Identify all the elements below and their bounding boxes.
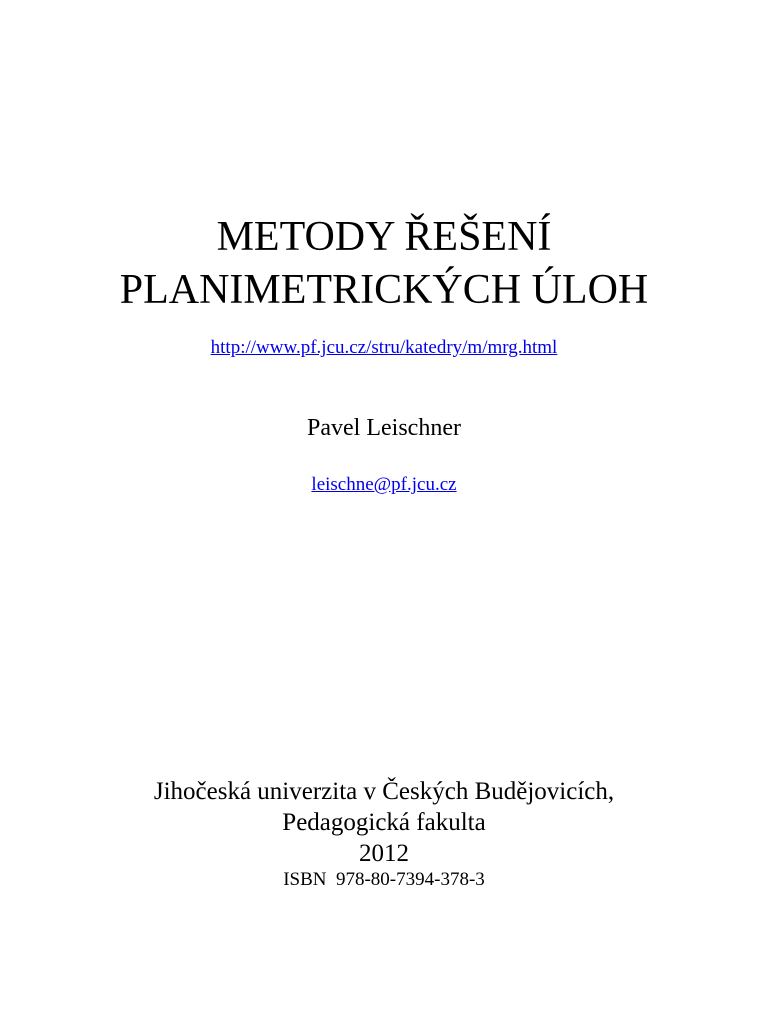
document-title-line-1: METODY ŘEŠENÍ [216, 214, 552, 260]
document-title-line-2: PLANIMETRICKÝCH ÚLOH [119, 267, 649, 313]
url-line [0, 338, 768, 357]
publisher-university: Jihočeská univerzita v Českých Budějovicích, [153, 778, 615, 805]
course-url-link[interactable]: http://www.pf.jcu.cz/stru/katedry/m/mrg.html [210, 337, 558, 358]
publication-year: 2012 [359, 840, 409, 867]
publisher-faculty: Pedagogická fakulta [282, 809, 486, 836]
email-line [0, 475, 768, 494]
isbn-number: ISBN 978-80-7394-378-3 [283, 869, 485, 890]
author-email-link[interactable]: leischne@pf.jcu.cz [311, 474, 457, 495]
author-name: Pavel Leischner [307, 415, 461, 441]
